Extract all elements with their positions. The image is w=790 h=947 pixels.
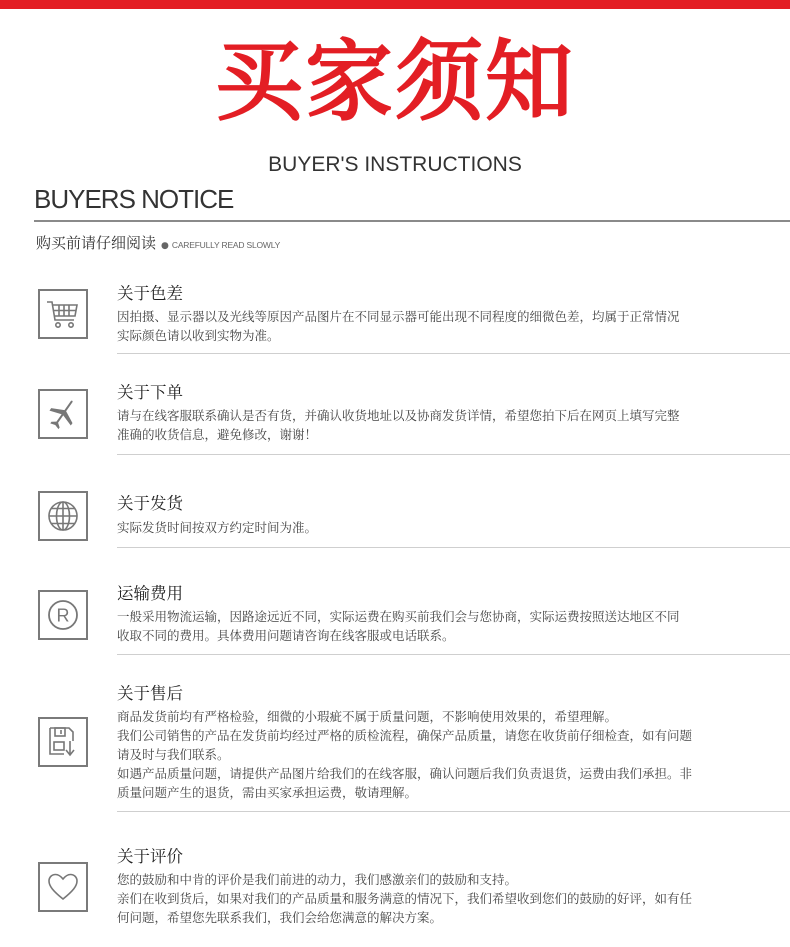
item-line: 商品发货前均有严格检验，细微的小瑕疵不属于质量问题，不影响使用效果的，希望理解。 bbox=[117, 709, 618, 724]
item-body bbox=[117, 307, 767, 345]
item-line: 质量问题产生的退货，需由买家承担运费，敬请理解。 bbox=[117, 785, 418, 800]
item-title: 关于发货 bbox=[117, 494, 183, 513]
icon-frame bbox=[38, 590, 88, 640]
icon-frame bbox=[38, 717, 88, 767]
item-title: 关于评价 bbox=[117, 847, 183, 866]
item-line: 一般采用物流运输，因路途远近不同，实际运费在购买前我们会与您协商，实际运费按照送达地区不同 bbox=[117, 609, 680, 624]
item-line: 您的鼓励和中肯的评价是我们前进的动力，我们感激亲们的鼓励和支持。 bbox=[117, 872, 518, 887]
item-body bbox=[117, 707, 767, 802]
notice-divider bbox=[34, 220, 790, 222]
icon-frame bbox=[38, 289, 88, 339]
page-title: 买家须知 bbox=[214, 30, 575, 133]
icon-frame bbox=[38, 491, 88, 541]
item-line: 请与在线客服联系确认是否有货，并确认收货地址以及协商发货详情，希望您拍下后在网页上填写完整 bbox=[117, 408, 680, 423]
registered-icon bbox=[45, 597, 81, 633]
notice-heading: BUYERS NOTICE bbox=[34, 184, 234, 214]
item-line: 准确的收货信息，避免修改，谢谢！ bbox=[117, 427, 318, 442]
page-subtitle: BUYER'S INSTRUCTIONS bbox=[268, 153, 522, 176]
read-carefully-en: CAREFULLY READ SLOWLY bbox=[171, 240, 281, 250]
item-line: 因拍摄、显示器以及光线等原因产品图片在不同显示器可能出现不同程度的细微色差，均属于正常情况 bbox=[117, 309, 680, 324]
item-line: 亲们在收到货后，如果对我们的产品质量和服务满意的情况下，我们希望收到您们的鼓励的好评，如有任 bbox=[117, 891, 693, 906]
item-body bbox=[117, 518, 767, 537]
item-line: 收取不同的费用。具体费用问题请咨询在线客服或电话联系。 bbox=[117, 628, 455, 643]
item-line: 实际发货时间按双方约定时间为准。 bbox=[117, 520, 318, 535]
top-accent-bar bbox=[0, 0, 790, 9]
item-title: 关于色差 bbox=[117, 284, 183, 303]
icon-frame bbox=[38, 389, 88, 439]
heart-icon bbox=[45, 869, 81, 905]
svg-text:R: R bbox=[56, 605, 70, 626]
item-body bbox=[117, 406, 767, 444]
airplane-icon bbox=[45, 396, 81, 432]
item-divider bbox=[117, 811, 790, 812]
icon-frame bbox=[38, 862, 88, 912]
item-line: 何问题，希望您先联系我们，我们会给您满意的解决方案。 bbox=[117, 910, 443, 925]
read-carefully-line bbox=[36, 232, 280, 253]
item-title: 关于售后 bbox=[117, 684, 183, 703]
item-divider bbox=[117, 654, 790, 655]
read-carefully-cn: 购买前请仔细阅读 bbox=[36, 234, 157, 252]
item-line: 请及时与我们联系。 bbox=[117, 747, 230, 762]
item-line: 如遇产品质量问题，请提供产品图片给我们的在线客服，确认问题后我们负责退货，运费由我们承担。非 bbox=[117, 766, 693, 781]
bullet-dot: ● bbox=[161, 241, 169, 251]
shopping-cart-icon bbox=[45, 296, 81, 332]
item-body bbox=[117, 870, 767, 927]
item-title: 运输费用 bbox=[117, 584, 183, 603]
item-line: 我们公司销售的产品在发货前均经过严格的质检流程，确保产品质量，请您在收货前仔细检查，如有问题 bbox=[117, 728, 693, 743]
item-divider bbox=[117, 353, 790, 354]
item-divider bbox=[117, 547, 790, 548]
save-return-icon bbox=[45, 724, 81, 760]
item-title: 关于下单 bbox=[117, 383, 183, 402]
item-divider bbox=[117, 454, 790, 455]
item-line: 实际颜色请以收到实物为准。 bbox=[117, 328, 280, 343]
item-body bbox=[117, 607, 767, 645]
globe-icon bbox=[45, 498, 81, 534]
